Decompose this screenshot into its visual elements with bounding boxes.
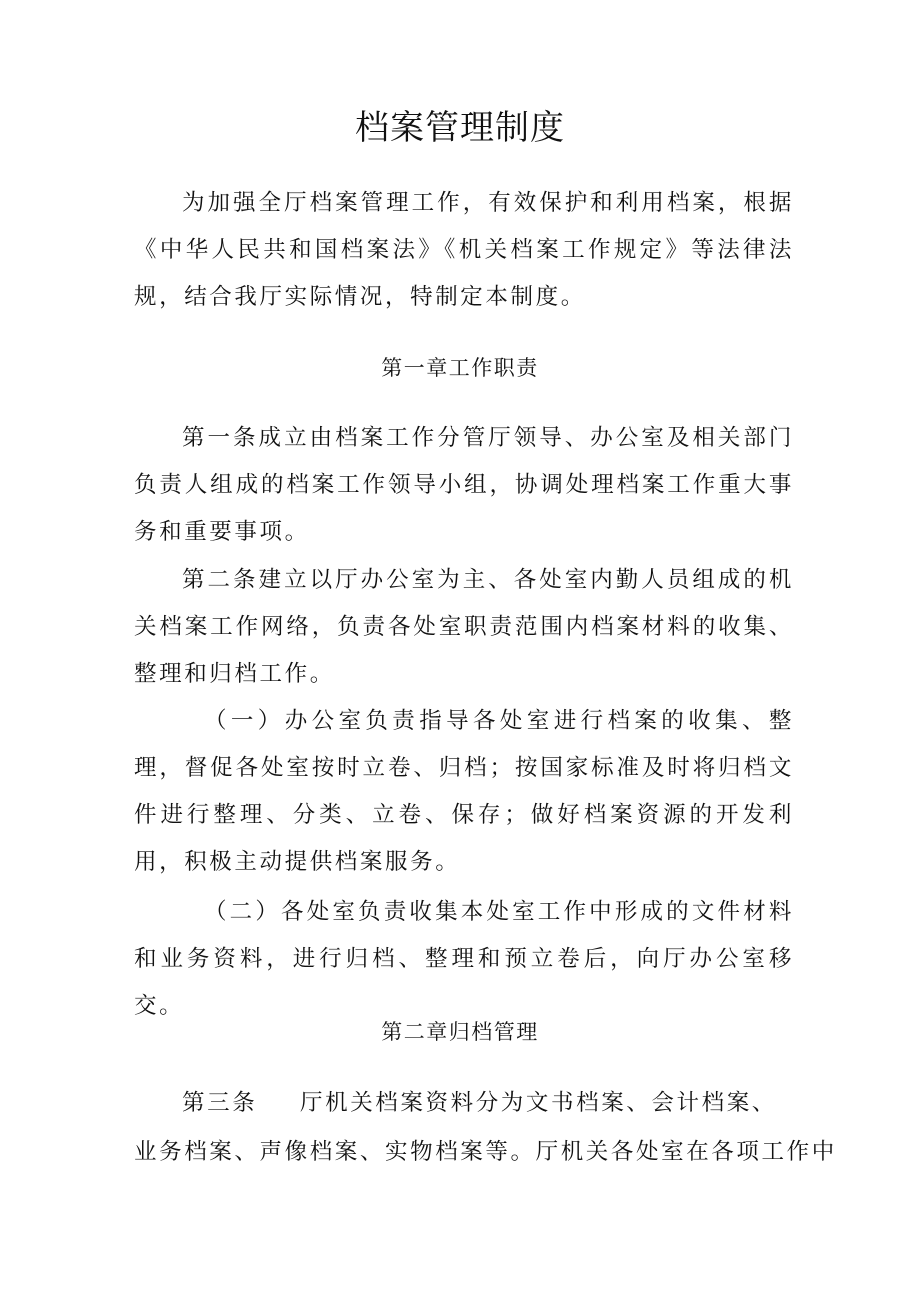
- article-3-line-1: 厅机关档案资料分为文书档案、会计档案、: [300, 1090, 777, 1116]
- article-2-paragraph: 第二条建立以厅办公室为主、各处室内勤人员组成的机关档案工作网络，负责各处室职责范围内档案材料的收集、整理和归档工作。: [134, 567, 794, 687]
- chapter-2-heading: 第二章归档管理: [381, 1020, 539, 1044]
- item-2-paragraph: （二）各处室负责收集本处室工作中形成的文件材料和业务资料，进行归档、整理和预立卷后，向厅办公室移交。: [134, 899, 794, 1019]
- preamble-paragraph: 为加强全厅档案管理工作，有效保护和利用档案，根据《中华人民共和国档案法》《机关档案工作规定》等法律法规，结合我厅实际情况，特制定本制度。: [134, 190, 794, 310]
- item-1-paragraph: （一）办公室负责指导各处室进行档案的收集、整理，督促各处室按时立卷、归档；按国家标准及时将归档文件进行整理、分类、立卷、保存；做好档案资源的开发利用，积极主动提供档案服务。: [134, 708, 794, 875]
- article-1-paragraph: 第一条成立由档案工作分管厅领导、办公室及相关部门负责人组成的档案工作领导小组，协调处理档案工作重大事务和重要事项。: [134, 425, 794, 545]
- article-3-label: 第三条: [182, 1090, 258, 1116]
- document-title: 档案管理制度: [355, 108, 565, 148]
- article-3-line-2: 业务档案、声像档案、实物档案等。厅机关各处室在各项工作中: [134, 1139, 837, 1165]
- chapter-1-heading: 第一章工作职责: [381, 356, 539, 380]
